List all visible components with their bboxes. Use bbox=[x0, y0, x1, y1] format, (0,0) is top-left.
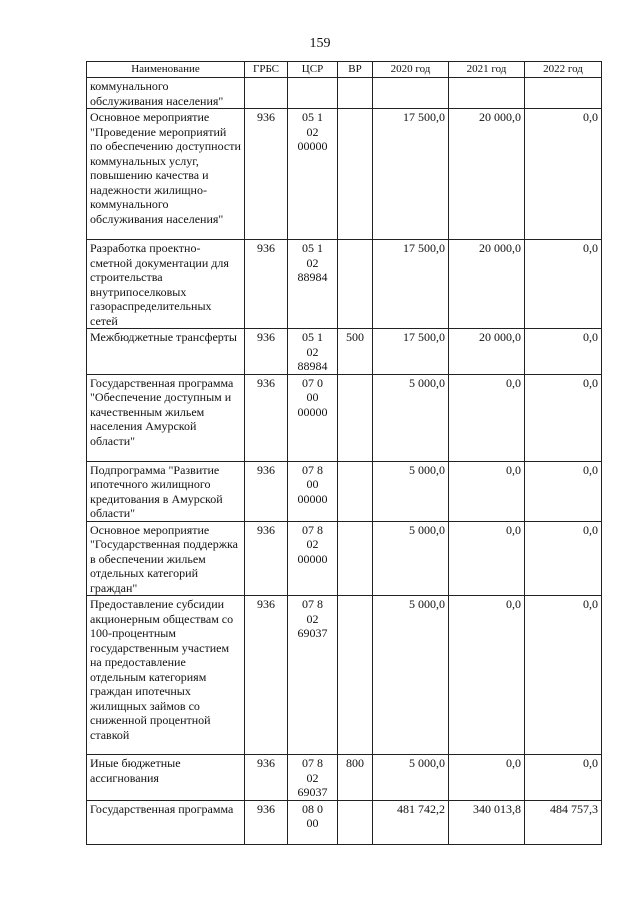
table-row bbox=[87, 329, 602, 375]
cell-csr bbox=[288, 109, 338, 240]
table-row bbox=[87, 800, 602, 844]
csr-part: 05 1 bbox=[302, 330, 323, 344]
cell-2022: 484 757,3 bbox=[525, 800, 602, 844]
cell-2022: 0,0 bbox=[525, 596, 602, 755]
csr-part: 07 0 bbox=[302, 375, 323, 390]
cell-name: Основное мероприятие "Проведение мероприятий по обеспечению доступности коммунальных услуг, повышению качества и надежности жилищно-коммунального обслуживания населения" bbox=[87, 109, 245, 240]
csr-part: 00000 bbox=[297, 404, 328, 419]
cell-name: Иные бюджетные ассигнования bbox=[87, 755, 245, 801]
cell-name: коммунального обслуживания населения" bbox=[87, 78, 245, 109]
cell-csr bbox=[288, 800, 338, 844]
cell-grbs: 936 bbox=[245, 755, 288, 801]
csr-part: 07 8 bbox=[302, 462, 323, 477]
cell-vr bbox=[338, 461, 373, 521]
cell-2022 bbox=[525, 78, 602, 109]
header-csr: ЦСР bbox=[288, 62, 338, 78]
table-row bbox=[87, 521, 602, 596]
cell-csr bbox=[288, 461, 338, 521]
cell-2022: 0,0 bbox=[525, 521, 602, 596]
csr-part: 00000 bbox=[297, 551, 328, 566]
cell-csr bbox=[288, 596, 338, 755]
csr-part: 02 bbox=[306, 255, 319, 270]
cell-2020: 5 000,0 bbox=[373, 374, 449, 461]
csr-part: 05 1 bbox=[302, 110, 323, 124]
cell-2021: 20 000,0 bbox=[449, 109, 525, 240]
csr-part: 07 8 bbox=[302, 756, 323, 770]
cell-grbs: 936 bbox=[245, 374, 288, 461]
cell-name: Государственная программа bbox=[87, 800, 245, 844]
csr-part: 05 1 bbox=[302, 241, 323, 255]
cell-2022: 0,0 bbox=[525, 461, 602, 521]
cell-2021: 0,0 bbox=[449, 374, 525, 461]
cell-vr: 800 bbox=[338, 755, 373, 801]
cell-grbs: 936 bbox=[245, 596, 288, 755]
cell-2021: 0,0 bbox=[449, 461, 525, 521]
cell-vr bbox=[338, 521, 373, 596]
table-row bbox=[87, 461, 602, 521]
table-row bbox=[87, 596, 602, 755]
cell-2022: 0,0 bbox=[525, 374, 602, 461]
cell-name: Подпрограмма "Развитие ипотечного жилищного кредитования в Амурской области" bbox=[87, 461, 245, 521]
cell-vr bbox=[338, 374, 373, 461]
cell-2021: 0,0 bbox=[449, 755, 525, 801]
cell-vr bbox=[338, 78, 373, 109]
csr-part: 07 8 bbox=[302, 522, 323, 537]
cell-grbs: 936 bbox=[245, 521, 288, 596]
cell-vr bbox=[338, 596, 373, 755]
table-row bbox=[87, 109, 602, 240]
csr-part: 08 0 bbox=[302, 801, 323, 816]
cell-csr bbox=[288, 78, 338, 109]
csr-part: 00 bbox=[306, 390, 319, 404]
cell-csr bbox=[288, 755, 338, 801]
cell-grbs: 936 bbox=[245, 461, 288, 521]
header-grbs: ГРБС bbox=[245, 62, 288, 78]
cell-csr bbox=[288, 329, 338, 375]
cell-grbs: 936 bbox=[245, 329, 288, 375]
csr-part: 88984 bbox=[297, 270, 328, 284]
cell-2022: 0,0 bbox=[525, 329, 602, 375]
cell-grbs: 936 bbox=[245, 800, 288, 844]
cell-2022: 0,0 bbox=[525, 755, 602, 801]
cell-grbs bbox=[245, 78, 288, 109]
cell-2020: 481 742,2 bbox=[373, 800, 449, 844]
cell-name: Разработка проектно-сметной документации для строительства внутрипоселковых газораспределительных сетей bbox=[87, 240, 245, 329]
budget-table bbox=[86, 61, 602, 845]
cell-2020: 17 500,0 bbox=[373, 240, 449, 329]
cell-2021: 0,0 bbox=[449, 596, 525, 755]
cell-2020: 17 500,0 bbox=[373, 329, 449, 375]
cell-2021: 0,0 bbox=[449, 521, 525, 596]
csr-part: 07 8 bbox=[302, 597, 323, 611]
table-row bbox=[87, 755, 602, 801]
csr-part: 00000 bbox=[297, 491, 328, 506]
cell-2020: 5 000,0 bbox=[373, 521, 449, 596]
cell-csr bbox=[288, 521, 338, 596]
cell-2020: 5 000,0 bbox=[373, 461, 449, 521]
header-vr: ВР bbox=[338, 62, 373, 78]
cell-vr bbox=[338, 109, 373, 240]
cell-name: Межбюджетные трансферты bbox=[87, 329, 245, 375]
table-row bbox=[87, 240, 602, 329]
cell-2022: 0,0 bbox=[525, 109, 602, 240]
cell-vr: 500 bbox=[338, 329, 373, 375]
cell-grbs: 936 bbox=[245, 109, 288, 240]
cell-2021 bbox=[449, 78, 525, 109]
table-row bbox=[87, 78, 602, 109]
table-row bbox=[87, 374, 602, 461]
csr-part: 69037 bbox=[297, 626, 328, 640]
header-2022: 2022 год bbox=[525, 62, 602, 78]
header-2020: 2020 год bbox=[373, 62, 449, 78]
csr-part: 02 bbox=[306, 770, 319, 785]
cell-grbs: 936 bbox=[245, 240, 288, 329]
csr-part: 00 bbox=[306, 477, 319, 491]
csr-part: 00 bbox=[306, 816, 319, 830]
cell-2020: 5 000,0 bbox=[373, 596, 449, 755]
csr-part: 02 bbox=[306, 344, 319, 359]
cell-2020: 5 000,0 bbox=[373, 755, 449, 801]
table-header-row bbox=[87, 62, 602, 78]
csr-part: 02 bbox=[306, 537, 319, 551]
cell-csr bbox=[288, 240, 338, 329]
cell-vr bbox=[338, 240, 373, 329]
cell-2021: 20 000,0 bbox=[449, 329, 525, 375]
cell-name: Основное мероприятие "Государственная поддержка в обеспечении жильем отдельных категорий граждан" bbox=[87, 521, 245, 596]
page-number: 159 bbox=[309, 36, 331, 51]
header-name: Наименование bbox=[87, 62, 245, 78]
cell-2020 bbox=[373, 78, 449, 109]
csr-part: 02 bbox=[306, 124, 319, 139]
csr-part: 02 bbox=[306, 611, 319, 626]
csr-part: 00000 bbox=[297, 139, 328, 153]
csr-part: 88984 bbox=[297, 359, 328, 373]
header-2021: 2021 год bbox=[449, 62, 525, 78]
cell-vr bbox=[338, 800, 373, 844]
cell-2021: 340 013,8 bbox=[449, 800, 525, 844]
cell-name: Государственная программа "Обеспечение доступным и качественным жильем населения Амурской области" bbox=[87, 374, 245, 461]
csr-part: 69037 bbox=[297, 785, 328, 799]
cell-name: Предоставление субсидии акционерным обществам со 100-процентным государственным участием на предоставление отдельным категориям граждан ипотечных жилищных займов со сниженной процентной ставкой bbox=[87, 596, 245, 755]
cell-2021: 20 000,0 bbox=[449, 240, 525, 329]
cell-2022: 0,0 bbox=[525, 240, 602, 329]
cell-csr bbox=[288, 374, 338, 461]
cell-2020: 17 500,0 bbox=[373, 109, 449, 240]
